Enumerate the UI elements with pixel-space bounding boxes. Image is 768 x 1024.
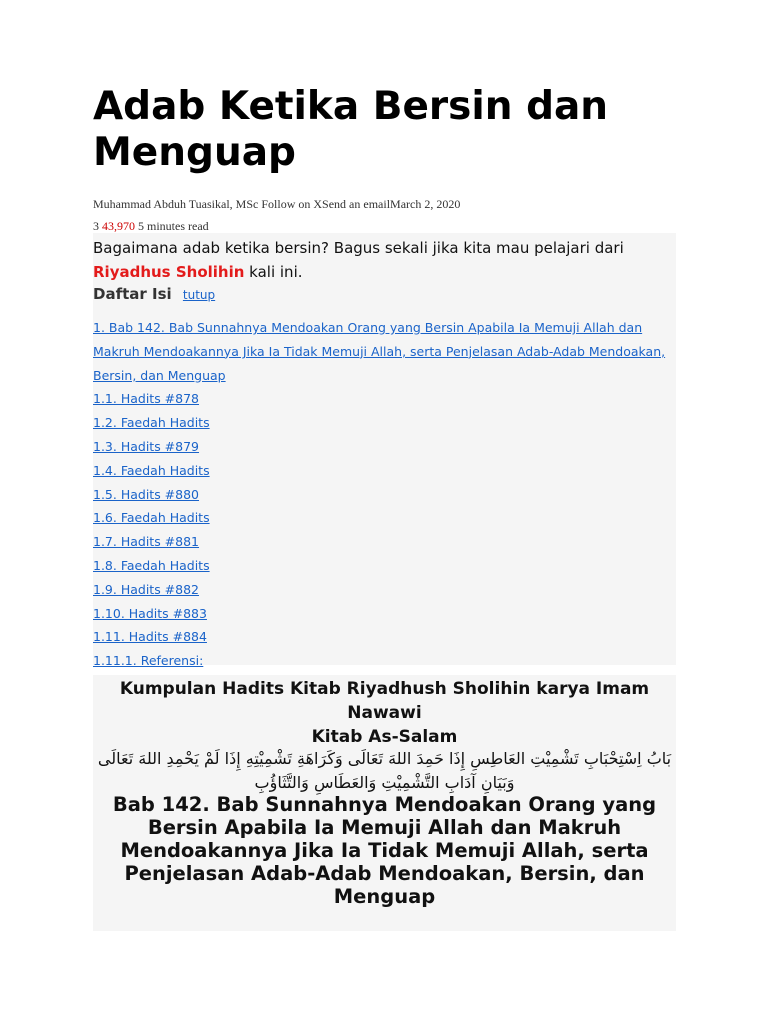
toc-link[interactable]: 1.11. Hadits #884 (93, 629, 207, 645)
view-count: 43,970 (102, 219, 135, 233)
toc-item (93, 578, 673, 602)
toc-link[interactable]: 1.5. Hadits #880 (93, 486, 200, 502)
toc-link[interactable]: 1.10. Hadits #883 (93, 605, 207, 621)
comment-count[interactable]: 3 (93, 219, 99, 233)
collection-title: Kumpulan Hadits Kitab Riyadhush Sholihin karya Imam Nawawi (119, 679, 650, 723)
intro-section (93, 233, 676, 669)
intro-paragraph (93, 236, 676, 284)
toc-header (93, 285, 215, 303)
toc-item (93, 602, 673, 626)
toc-item (93, 530, 673, 554)
table-of-contents (93, 316, 673, 673)
read-time: 5 minutes read (138, 219, 209, 233)
kitab-title: Kitab As-Salam (311, 727, 458, 747)
toc-toggle-link[interactable]: tutup (182, 288, 216, 302)
content-section (93, 675, 676, 931)
toc-item (93, 435, 673, 459)
toc-link[interactable]: 1.8. Faedah Hadits (93, 557, 210, 573)
toc-item (93, 649, 673, 673)
arabic-chapter-title: بَابُ اِسْتِحْبَابِ تَشْمِيْتِ العَاطِسِ إِذَا حَمِدَ اللهَ تَعَالَى وَكَرَاهَةِ تَشْمِيْتِهِ إِذَا لَمْ يَحْمِدِ اللهَ تَعَالَى وَبَيَانِ آدَابِ التَّشْمِيْتِ وَالعَطَاسِ وَالتَّثَاؤُبِ (97, 749, 672, 792)
toc-link[interactable]: 1.3. Hadits #879 (93, 438, 200, 454)
article-stats (93, 219, 676, 233)
article-meta (93, 197, 676, 211)
toc-item (93, 554, 673, 578)
follow-label[interactable]: Follow on X (261, 197, 323, 211)
toc-item (93, 483, 673, 507)
author-link[interactable]: Muhammad Abduh Tuasikal, MSc (93, 197, 259, 211)
collection-heading (93, 677, 676, 749)
intro-highlight[interactable]: Riyadhus Sholihin (93, 263, 245, 281)
toc-link[interactable]: 1.2. Faedah Hadits (93, 415, 210, 431)
toc-link[interactable]: 1.7. Hadits #881 (93, 534, 200, 550)
publish-date: March 2, 2020 (390, 197, 461, 211)
page-title: Adab Ketika Bersin dan Menguap (93, 84, 609, 175)
toc-item (93, 506, 673, 530)
intro-text-start: Bagaimana adab ketika bersin? Bagus sekali jika kita mau pelajari dari (93, 239, 624, 257)
toc-link[interactable]: 1.6. Faedah Hadits (93, 510, 210, 526)
intro-text-end: kali ini. (244, 263, 303, 281)
email-link[interactable]: Send an email (322, 197, 391, 211)
toc-link[interactable]: 1. Bab 142. Bab Sunnahnya Mendoakan Orang yang Bersin Apabila Ia Memuji Allah dan Makruh Mendoakannya Jika Ia Tidak Memuji Allah, serta Penjelasan Adab-Adab Mendoakan, Bersin, dan Menguap (93, 320, 666, 383)
chapter-heading: Bab 142. Bab Sunnahnya Mendoakan Orang yang Bersin Apabila Ia Memuji Allah dan Makruh Mendoakannya Jika Ia Tidak Memuji Allah, serta Penjelasan Adab-Adab Mendoakan, Bersin, dan Menguap (112, 793, 657, 908)
toc-item (93, 316, 673, 387)
toc-link[interactable]: 1.1. Hadits #878 (93, 391, 200, 407)
toc-link[interactable]: 1.4. Faedah Hadits (93, 462, 210, 478)
toc-item (93, 411, 673, 435)
toc-item (93, 459, 673, 483)
toc-link[interactable]: 1.11.1. Referensi: (93, 653, 204, 669)
toc-link[interactable]: 1.9. Hadits #882 (93, 581, 200, 597)
toc-item (93, 387, 673, 411)
toc-item (93, 625, 673, 649)
toc-title: Daftar Isi (93, 285, 172, 303)
